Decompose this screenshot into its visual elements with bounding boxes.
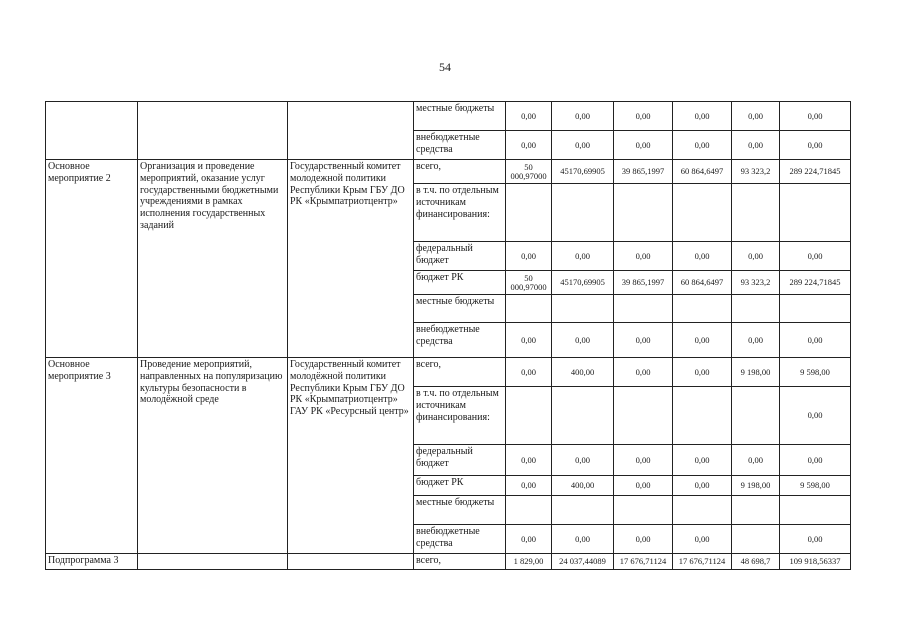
value-cell [732, 496, 780, 525]
value-cell: 50 000,97000 [506, 160, 552, 184]
value-cell: 50 000,97000 [506, 271, 552, 295]
value-cell: 0,00 [506, 358, 552, 387]
value-cell: 9 198,00 [732, 358, 780, 387]
activity-name-cell: Проведение мероприятий, направленных на популяризацию культуры безопасности в молодёжной среде [138, 358, 288, 554]
table-row [46, 358, 851, 387]
value-cell: 400,00 [552, 358, 614, 387]
value-cell: 0,00 [732, 131, 780, 160]
value-cell: 0,00 [614, 445, 673, 476]
value-cell [506, 184, 552, 242]
subprogram-code-cell: Подпрограмма 3 [46, 554, 138, 570]
value-cell: 0,00 [614, 102, 673, 131]
value-cell: 0,00 [673, 358, 732, 387]
value-cell: 0,00 [673, 102, 732, 131]
name-cell-blank [138, 102, 288, 160]
funding-source-cell: федеральный бюджет [414, 445, 506, 476]
value-cell [673, 387, 732, 445]
value-cell: 0,00 [506, 525, 552, 554]
value-cell: 9 198,00 [732, 476, 780, 496]
value-cell [552, 387, 614, 445]
value-cell [780, 496, 851, 525]
value-cell: 0,00 [673, 476, 732, 496]
value-cell: 0,00 [780, 323, 851, 358]
table-row [46, 160, 851, 184]
value-cell: 0,00 [673, 525, 732, 554]
value-cell: 0,00 [552, 525, 614, 554]
table-row [46, 102, 851, 131]
subprogram-executor-cell [288, 554, 414, 570]
value-cell: 17 676,71124 [614, 554, 673, 570]
value-cell: 0,00 [506, 242, 552, 271]
value-cell [673, 184, 732, 242]
value-cell: 0,00 [552, 102, 614, 131]
value-cell: 0,00 [614, 323, 673, 358]
funding-source-cell: в т.ч. по отдельным источникам финансирования: [414, 387, 506, 445]
budget-table [45, 101, 851, 570]
value-cell [732, 184, 780, 242]
value-cell: 0,00 [780, 131, 851, 160]
value-cell: 0,00 [614, 242, 673, 271]
value-cell: 0,00 [614, 131, 673, 160]
funding-source-cell: местные бюджеты [414, 295, 506, 323]
value-cell: 0,00 [673, 131, 732, 160]
funding-source-cell: всего, [414, 554, 506, 570]
value-cell: 0,00 [506, 323, 552, 358]
value-cell: 0,00 [673, 323, 732, 358]
value-cell [506, 387, 552, 445]
value-cell [614, 184, 673, 242]
value-cell: 109 918,56337 [780, 554, 851, 570]
funding-source-cell: внебюджетные средства [414, 525, 506, 554]
value-cell: 0,00 [780, 387, 851, 445]
value-cell: 0,00 [780, 445, 851, 476]
funding-source-cell: федеральный бюджет [414, 242, 506, 271]
value-cell [673, 295, 732, 323]
value-cell: 24 037,44089 [552, 554, 614, 570]
funding-source-cell: бюджет РК [414, 271, 506, 295]
value-cell: 0,00 [552, 323, 614, 358]
value-cell: 0,00 [780, 525, 851, 554]
activity-name-cell: Организация и проведение мероприятий, оказание услуг государственными бюджетными учреждениями в рамках исполнения государственных заданий [138, 160, 288, 358]
value-cell [552, 496, 614, 525]
value-cell [732, 525, 780, 554]
table-row [46, 554, 851, 570]
value-cell: 0,00 [614, 525, 673, 554]
value-cell: 0,00 [673, 445, 732, 476]
value-cell [614, 496, 673, 525]
funding-source-cell: местные бюджеты [414, 496, 506, 525]
value-cell: 1 829,00 [506, 554, 552, 570]
value-cell: 60 864,6497 [673, 160, 732, 184]
value-cell [732, 295, 780, 323]
value-cell: 0,00 [506, 131, 552, 160]
value-cell: 0,00 [506, 476, 552, 496]
value-cell [506, 295, 552, 323]
value-cell [780, 295, 851, 323]
value-cell: 60 864,6497 [673, 271, 732, 295]
value-cell: 0,00 [732, 242, 780, 271]
value-cell: 0,00 [614, 358, 673, 387]
value-cell: 9 598,00 [780, 476, 851, 496]
value-cell: 0,00 [732, 102, 780, 131]
value-cell [506, 496, 552, 525]
value-cell [780, 184, 851, 242]
value-cell [614, 387, 673, 445]
funding-source-cell: бюджет РК [414, 476, 506, 496]
value-cell: 289 224,71845 [780, 160, 851, 184]
value-cell [732, 387, 780, 445]
activity-executor-cell: Государственный комитет молодежной политики Республики Крым ГБУ ДО РК «Крымпатриотцентр» [288, 160, 414, 358]
value-cell [552, 295, 614, 323]
value-cell: 0,00 [552, 242, 614, 271]
value-cell: 45170,69905 [552, 160, 614, 184]
subprogram-name-cell [138, 554, 288, 570]
value-cell: 48 698,7 [732, 554, 780, 570]
value-cell: 0,00 [552, 445, 614, 476]
code-cell-blank [46, 102, 138, 160]
value-cell: 0,00 [552, 131, 614, 160]
value-cell: 45170,69905 [552, 271, 614, 295]
value-cell: 400,00 [552, 476, 614, 496]
value-cell: 9 598,00 [780, 358, 851, 387]
activity-code-cell: Основное мероприятие 2 [46, 160, 138, 358]
value-cell [552, 184, 614, 242]
value-cell [673, 496, 732, 525]
value-cell: 0,00 [614, 476, 673, 496]
activity-executor-cell: Государственный комитет молодёжной политики Республики Крым ГБУ ДО РК «Крымпатриотцентр» ГАУ РК «Ресурсный центр» [288, 358, 414, 554]
funding-source-cell: внебюджетные средства [414, 131, 506, 160]
value-cell: 0,00 [506, 445, 552, 476]
value-cell: 0,00 [780, 102, 851, 131]
value-cell: 0,00 [673, 242, 732, 271]
value-cell: 0,00 [732, 323, 780, 358]
value-cell: 0,00 [780, 242, 851, 271]
funding-source-cell: внебюджетные средства [414, 323, 506, 358]
value-cell: 0,00 [506, 102, 552, 131]
value-cell: 39 865,1997 [614, 271, 673, 295]
value-cell: 0,00 [732, 445, 780, 476]
activity-code-cell: Основное мероприятие 3 [46, 358, 138, 554]
funding-source-cell: всего, [414, 358, 506, 387]
funding-source-cell: всего, [414, 160, 506, 184]
value-cell: 289 224,71845 [780, 271, 851, 295]
value-cell: 93 323,2 [732, 160, 780, 184]
value-cell: 39 865,1997 [614, 160, 673, 184]
funding-source-cell: местные бюджеты [414, 102, 506, 131]
page-number: 54 [439, 60, 451, 74]
value-cell: 17 676,71124 [673, 554, 732, 570]
value-cell: 93 323,2 [732, 271, 780, 295]
executor-cell-blank [288, 102, 414, 160]
value-cell [614, 295, 673, 323]
funding-source-cell: в т.ч. по отдельным источникам финансирования: [414, 184, 506, 242]
